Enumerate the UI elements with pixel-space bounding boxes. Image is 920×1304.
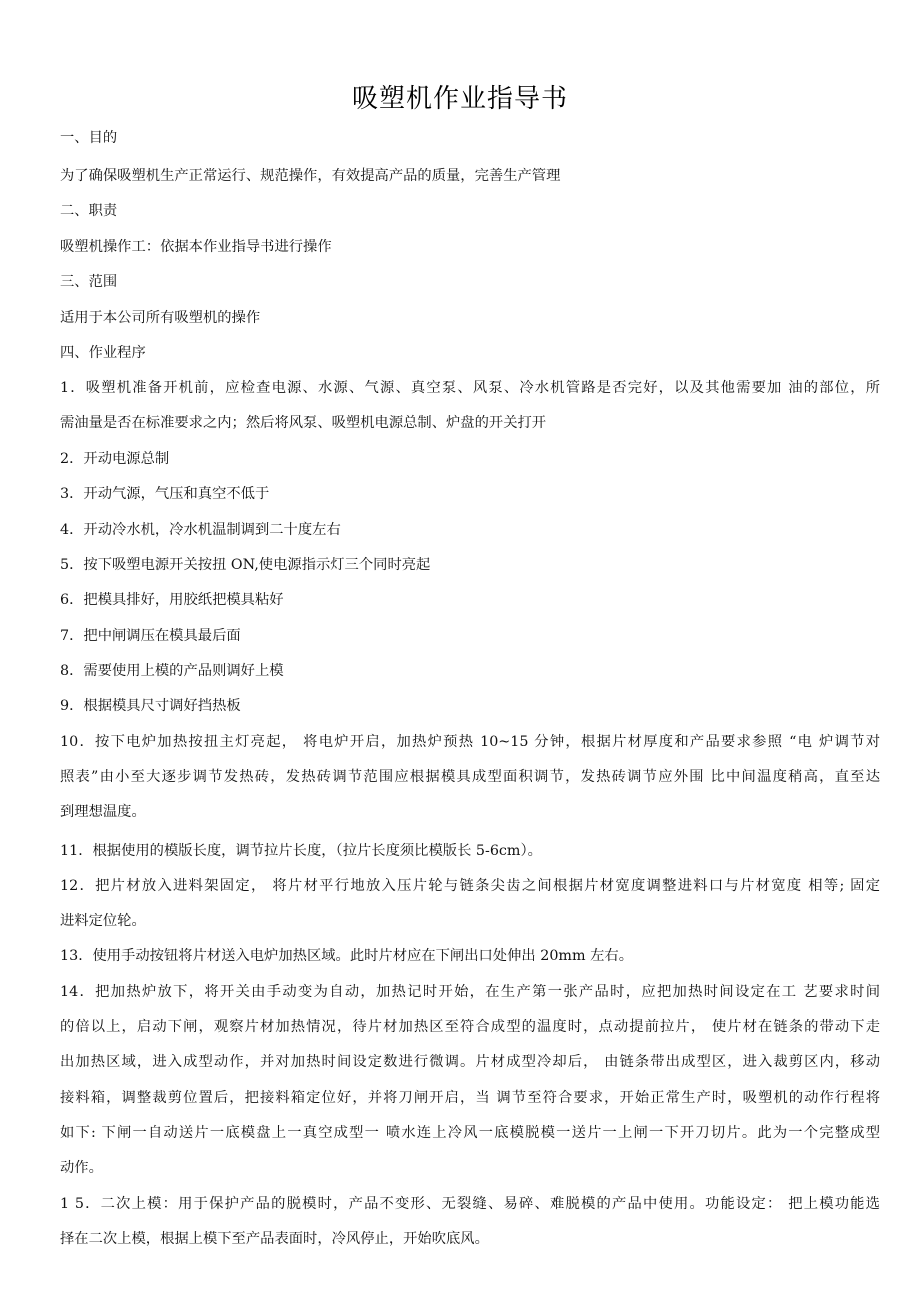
- step-line: 接料箱，调整裁剪位置后，把接料箱定位好，并将刀闸开启，当 调节至符合要求，开始正常生产时，吸塑机的动作行程将: [60, 1090, 880, 1106]
- step-line: 需油量是否在标准要求之内；然后将风泵、吸塑机电源总制、炉盘的开关打开: [60, 415, 547, 431]
- step-line: 2．开动电源总制: [60, 451, 170, 467]
- step-line: 动作。: [60, 1160, 103, 1176]
- step-number: 1 5: [60, 1196, 84, 1212]
- step-line: 12．把片材放入进料架固定， 将片材平行地放入压片轮与链条尖齿之间根据片材宽度调整进料口与片材宽度 相等; 固定: [60, 878, 880, 894]
- step-line: 5．按下吸塑电源开关按扭 ON,使电源指示灯三个同时亮起: [60, 557, 431, 573]
- step-number: 9: [60, 698, 70, 714]
- step-line: 13．使用手动按钮将片材送入电炉加热区域。此时片材应在下闸出口处伸出 20mm 左右。: [60, 948, 633, 964]
- document-title: 吸塑机作业指导书: [351, 84, 568, 114]
- step-number: 1: [60, 380, 70, 396]
- step-number: 5: [60, 557, 70, 573]
- step-line: 11．根据使用的模版长度，调节拉片长度，（拉片长度须比模版长 5-6cm）。: [60, 843, 542, 859]
- section-heading-duty: 二、职责: [60, 203, 118, 219]
- section-heading-procedure: 四、作业程序: [60, 345, 146, 361]
- step-number: 7: [60, 628, 70, 644]
- step-line: 6．把模具排好，用胶纸把模具粘好: [60, 592, 284, 608]
- step-line: 如下: 下闸一自动送片一底模盘上一真空成型一 喷水连上冷风一底模脱模一送片一上闸一下开刀切片。此为一个完整成型: [60, 1125, 880, 1141]
- step-number: 12: [60, 878, 79, 894]
- step-line: 出加热区域，进入成型动作，并对加热时间设定数进行微调。片材成型冷却后， 由链条带出成型区，进入裁剪区内，移动: [60, 1054, 880, 1070]
- step-line: 14．把加热炉放下，将开关由手动变为自动，加热记时开始，在生产第一张产品时，应把加热时间设定在工 艺要求时间: [60, 984, 880, 1000]
- step-line: 3．开动气源，气压和真空不低于: [60, 486, 270, 502]
- step-line: 4．开动冷水机，冷水机温制调到二十度左右: [60, 522, 341, 538]
- step-line: 10．按下电炉加热按扭主灯亮起， 将电炉开启，加热炉预热 10~15 分钟，根据片材厚度和产品要求参照 “电 炉调节对: [60, 734, 880, 750]
- section-body-purpose: 为了确保吸塑机生产正常运行、规范操作，有效提高产品的质量，完善生产管理: [60, 168, 561, 184]
- step-number: 10: [60, 734, 79, 750]
- step-line: 7．把中闸调压在模具最后面: [60, 628, 241, 644]
- step-line: 1．吸塑机准备开机前，应检查电源、水源、气源、真空泵、风泵、冷水机管路是否完好，以及其他需要加 油的部位，所: [60, 380, 880, 396]
- step-line: 照表”由小至大逐步调节发热砖，发热砖调节范围应根据模具成型面积调节，发热砖调节应外围 比中间温度稍高，直至达: [60, 769, 880, 785]
- section-body-scope: 适用于本公司所有吸塑机的操作: [60, 310, 261, 326]
- step-number: 6: [60, 592, 70, 608]
- step-number: 13: [60, 948, 79, 964]
- step-number: 14: [60, 984, 79, 1000]
- section-heading-purpose: 一、目的: [60, 130, 118, 146]
- section-heading-scope: 三、范围: [60, 274, 118, 290]
- step-line: 9．根据模具尺寸调好挡热板: [60, 698, 241, 714]
- section-body-duty: 吸塑机操作工：依据本作业指导书进行操作: [60, 239, 332, 255]
- step-line: 1 5．二次上模：用于保护产品的脱模时，产品不变形、无裂缝、易碎、难脱模的产品中使用。功能设定： 把上模功能选: [60, 1196, 880, 1212]
- step-line: 8．需要使用上模的产品则调好上模: [60, 663, 284, 679]
- step-line: 择在二次上模，根据上模下至产品表面时，冷风停止，开始吹底风。: [60, 1231, 489, 1247]
- step-number: 4: [60, 522, 70, 538]
- step-line: 进料定位轮。: [60, 913, 146, 929]
- step-line: 的倍以上，启动下闸，观察片材加热情况，待片材加热区至符合成型的温度时，点动提前拉片， 使片材在链条的带动下走: [60, 1019, 880, 1035]
- step-line: 到理想温度。: [60, 804, 146, 820]
- step-number: 11: [60, 843, 79, 859]
- step-number: 8: [60, 663, 70, 679]
- step-number: 2: [60, 451, 70, 467]
- step-number: 3: [60, 486, 70, 502]
